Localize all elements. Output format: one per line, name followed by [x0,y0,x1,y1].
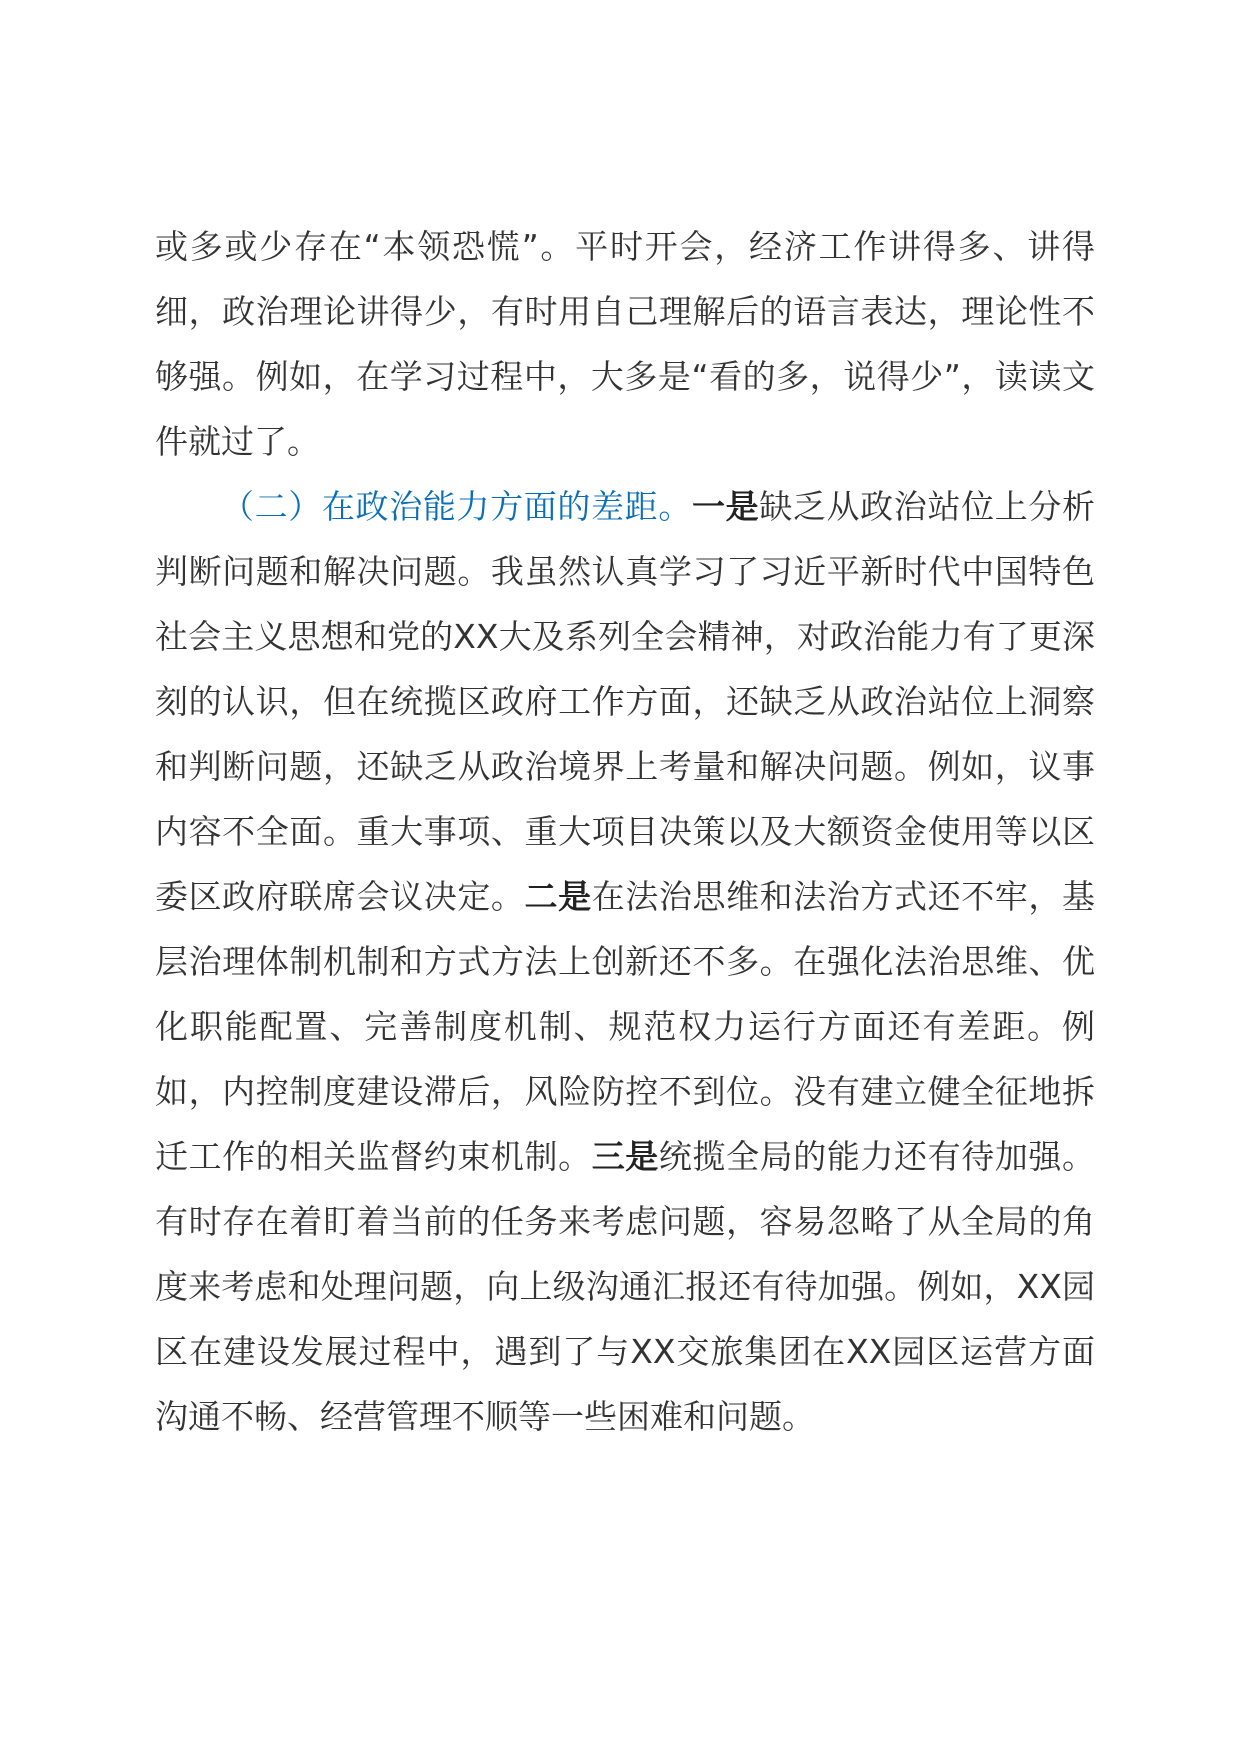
lead-point-one: 一是 [691,487,760,526]
document-body [155,214,1095,1449]
point-three-text: 统揽全局的能力还有待加强。有时存在着盯着当前的任务来考虑问题，容易忽略了从全局的角度来考虑和处理问题，向上级沟通汇报还有待加强。例如，XX园区在建设发展过程中，遇到了与XX交旅集团在XX园区运营方面沟通不畅、经营管理不顺等一些困难和问题。 [155,1137,1096,1436]
point-two-text: 在法治思维和法治方式还不牢，基层治理体制机制和方式方法上创新还不多。在强化法治思维、优化职能配置、完善制度机制、规范权力运行方面还有差距。例如，内控制度建设滞后，风险防控不到位。没有建立健全征地拆迁工作的相关监督约束机制。 [155,877,1096,1176]
lead-point-two: 二是 [524,877,592,916]
paragraph-continued [155,214,1095,474]
point-one-text: 缺乏从政治站位上分析判断问题和解决问题。我虽然认真学习了习近平新时代中国特色社会主义思想和党的XX大及系列全会精神，对政治能力有了更深刻的认识，但在统揽区政府工作方面，还缺乏从政治站位上洞察和判断问题，还缺乏从政治境界上考量和解决问题。例如，议事内容不全面。重大事项、重大项目决策以及大额资金使用等以区委区政府联席会议决定。 [155,487,1096,916]
paragraph-political-ability [155,474,1095,1449]
lead-point-three: 三是 [591,1137,659,1176]
paragraph-text: 或多或少存在“本领恐慌”。平时开会，经济工作讲得多、讲得细，政治理论讲得少，有时用自己理解后的语言表达，理论性不够强。例如，在学习过程中，大多是“看的多，说得少”，读读文件就过了。 [155,227,1095,461]
section-heading: （二）在政治能力方面的差距。 [221,487,692,526]
